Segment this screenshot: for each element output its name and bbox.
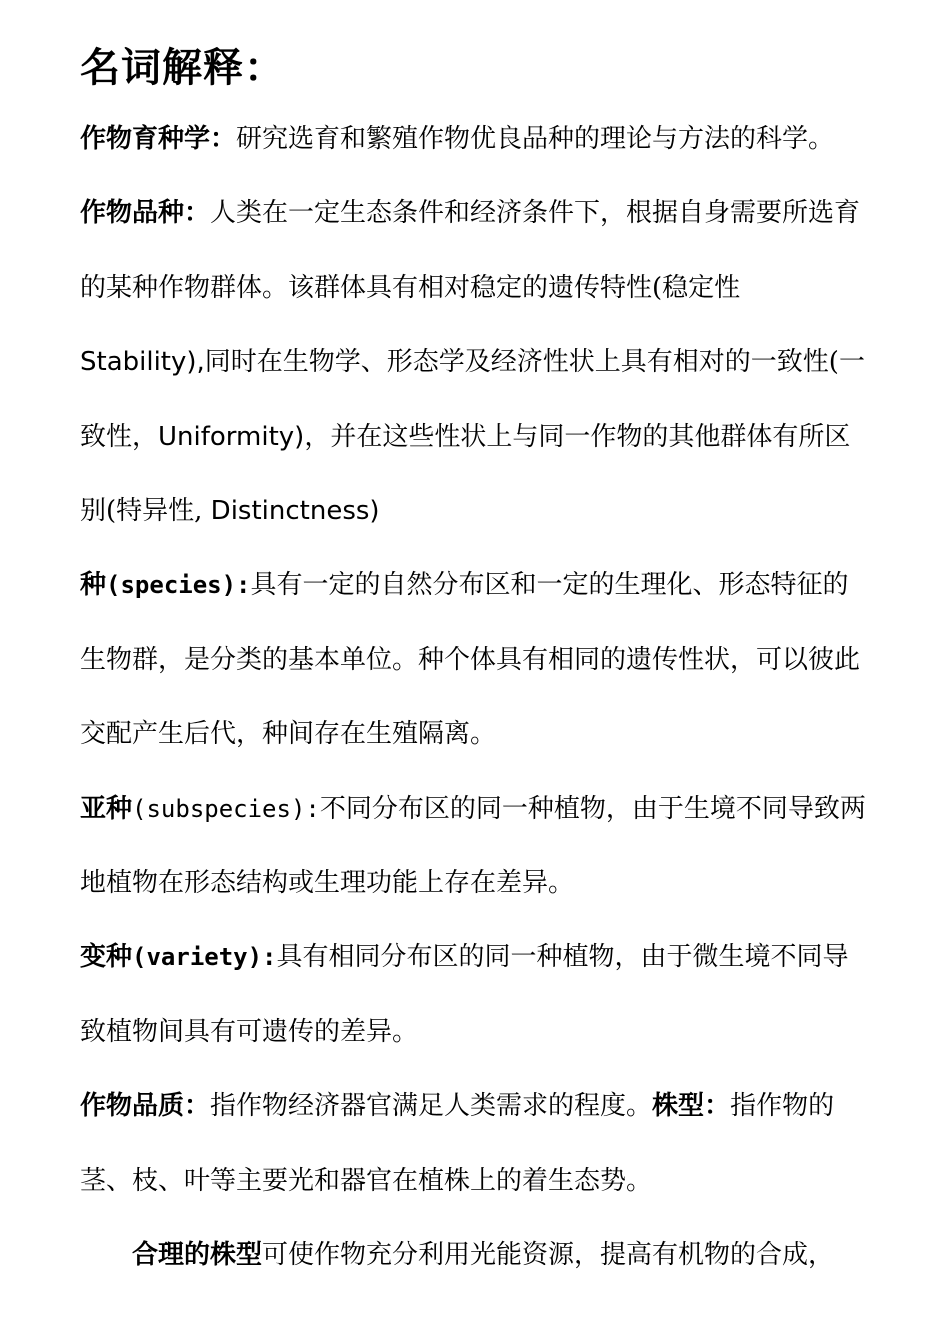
term-separator: ： [210, 124, 237, 154]
term-label [80, 794, 320, 824]
definition-species [80, 548, 870, 771]
term-label [80, 124, 236, 154]
document-body [80, 102, 870, 1293]
paragraph-ideal-plant-type [80, 1218, 870, 1292]
term-label-plant-type [652, 1091, 730, 1121]
definition-text: 人类在一定生态条件和经济条件下，根据自身需要所选育的某种作物群体。该群体具有相对稳定的遗传特性(稳定性 [80, 198, 861, 303]
definition-text: 指作物的茎、枝、叶等主要光和器官在植株上的着生态势。 [80, 1091, 835, 1196]
term-separator: ： [184, 1091, 211, 1122]
term-text: 作物育种学 [80, 124, 211, 154]
definition-text: 指作物经济器官满足人类需求的程度。 [210, 1091, 653, 1122]
definition-text: 不同分布区的同一种植物，由于生境不同导致两地植物在形态结构或生理功能上存在差异。 [80, 793, 866, 899]
latin-term: (subspecies): [132, 794, 320, 823]
term-text: 变种 [80, 942, 133, 973]
definition-text: 具有一定的自然分布区和一定的生理化、形态特征的生物群，是分类的基本单位。种个体具有相同的遗传性状，可以彼此交配产生后代，种间存在生殖隔离。 [80, 570, 861, 750]
term-label [80, 570, 251, 600]
paragraph-text: 可使作物充分利用光能资源，提高有机物的合成， [262, 1240, 835, 1271]
latin-term-uniformity: Uniformity) [158, 421, 305, 452]
definition-variety [80, 920, 870, 1069]
definition-text: ，并在这些性状上与同一作物的其他群体有所区别(特异性, [80, 421, 851, 527]
term-text: 作物品种 [80, 198, 185, 229]
definition-text: 具有相同分布区的同一种植物，由于微生境不同导致植物间具有可遗传的差异。 [80, 942, 849, 1047]
term-label [80, 942, 277, 972]
term-label [80, 1091, 210, 1121]
term-text: 种 [80, 570, 107, 601]
latin-term-distinctness: Distinctness) [202, 496, 380, 527]
latin-term-stability: Stability), [80, 347, 205, 378]
latin-term: (variety): [132, 943, 277, 972]
definition-crop-breeding [80, 102, 870, 176]
latin-term: (species): [106, 571, 251, 600]
definition-crop-variety [80, 176, 870, 548]
term-separator: ： [184, 198, 211, 229]
page-title: 名词解释： [80, 45, 285, 91]
definition-subspecies [80, 772, 870, 921]
term-label [80, 198, 210, 228]
definition-text: 研究选育和繁殖作物优良品种的理论与方法的科学。 [236, 124, 835, 154]
term-separator: ： [704, 1091, 731, 1122]
term-text: 株型 [652, 1091, 705, 1122]
definition-text: 同时在生物学、形态学及经济性状上具有相对的一致性(一致性， [80, 347, 865, 452]
term-text: 亚种 [80, 793, 133, 824]
term-label: 合理的株型 [132, 1240, 263, 1271]
term-text: 作物品质 [80, 1091, 185, 1122]
definition-crop-quality [80, 1069, 870, 1218]
